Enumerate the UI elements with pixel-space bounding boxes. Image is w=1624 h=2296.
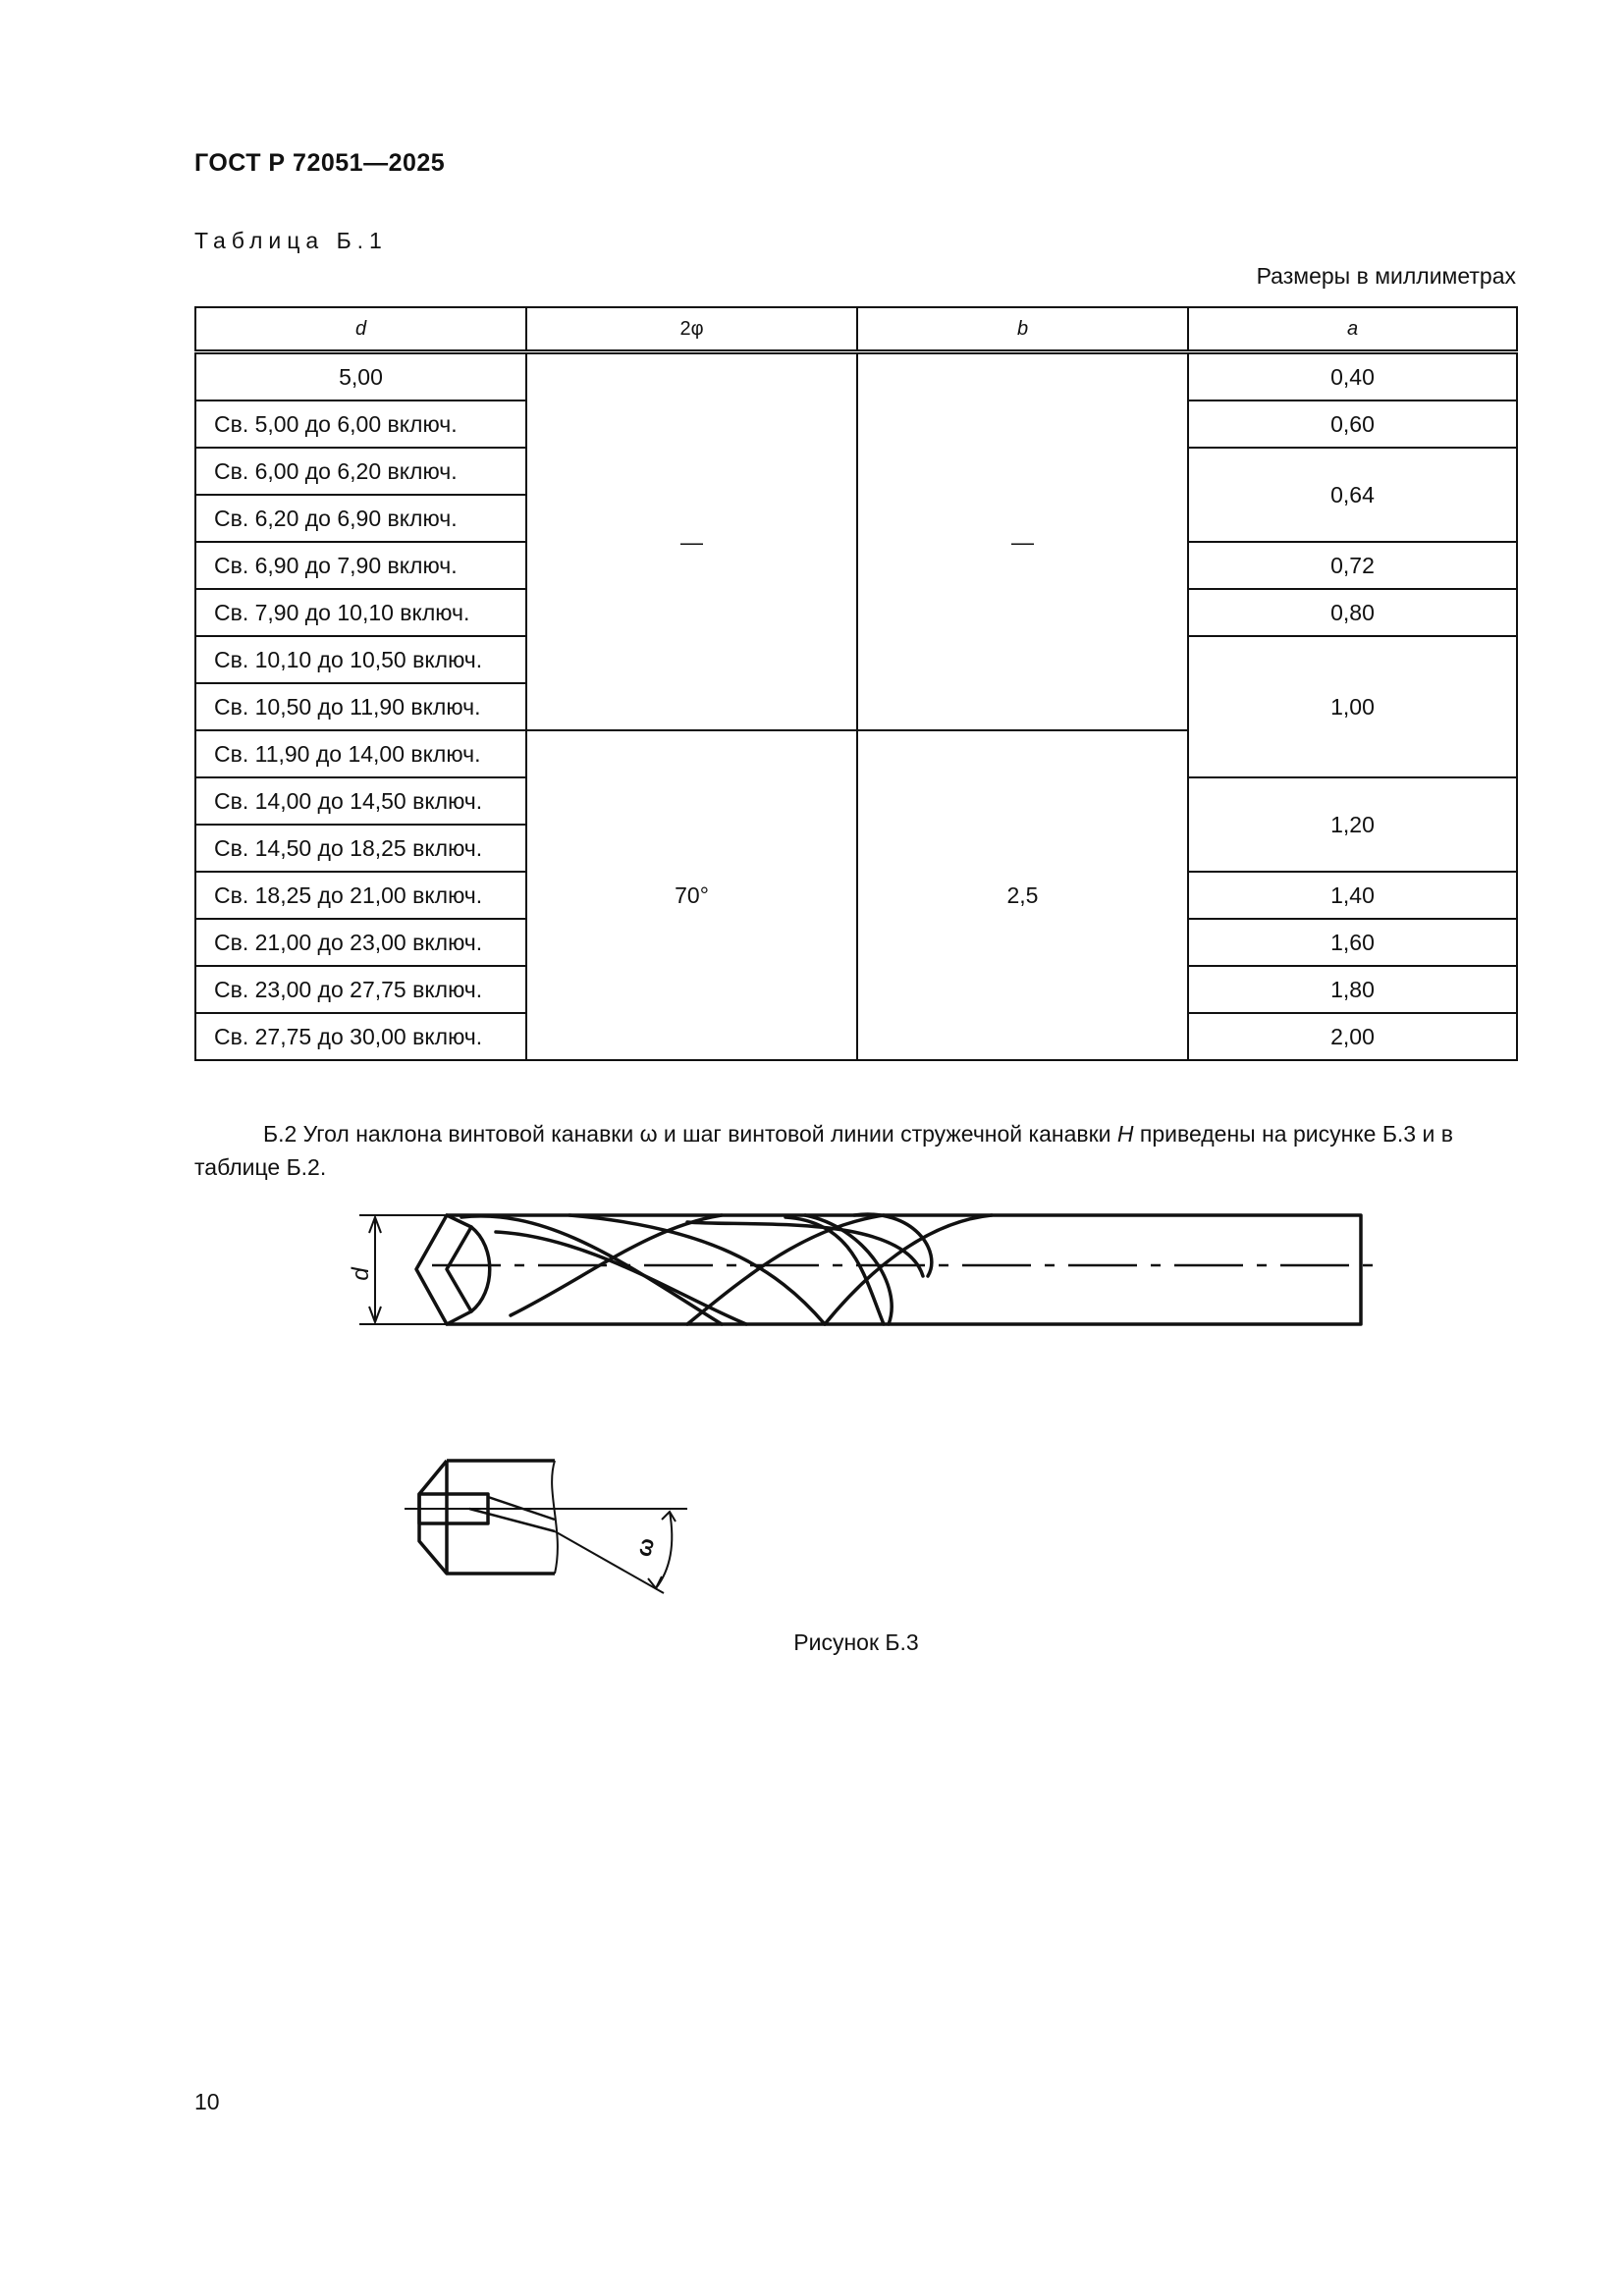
figure-caption: Рисунок Б.3 bbox=[793, 1629, 919, 1655]
document-header: ГОСТ Р 72051—2025 bbox=[194, 149, 446, 177]
drill-flute bbox=[854, 1214, 932, 1276]
a-cell: 0,72 bbox=[1188, 542, 1517, 589]
a-cell: 0,60 bbox=[1188, 400, 1517, 448]
drill-flute bbox=[805, 1215, 892, 1324]
drill-flute bbox=[687, 1215, 884, 1324]
d-cell: Св. 23,00 до 27,75 включ. bbox=[195, 966, 526, 1013]
d-cell: Св. 21,00 до 23,00 включ. bbox=[195, 919, 526, 966]
dimension-d bbox=[359, 1215, 452, 1324]
paragraph-text-end: приведены на рисунке Б.3 и в таблице Б.2. bbox=[194, 1121, 1453, 1180]
b-cell: — bbox=[857, 352, 1188, 731]
drill-flute bbox=[825, 1215, 992, 1324]
a-cell: 2,00 bbox=[1188, 1013, 1517, 1060]
table-row bbox=[195, 352, 1517, 401]
paragraph-variable-h: H bbox=[1116, 1121, 1134, 1147]
a-cell: 0,80 bbox=[1188, 589, 1517, 636]
drill-flute bbox=[687, 1222, 923, 1276]
b-cell: 2,5 bbox=[857, 730, 1188, 1060]
omega-label: ω bbox=[630, 1534, 660, 1560]
table-caption: Таблица Б.1 bbox=[194, 228, 388, 253]
d-cell: Св. 11,90 до 14,00 включ. bbox=[195, 730, 526, 777]
drill-flute bbox=[785, 1217, 884, 1324]
d-cell: Св. 14,50 до 18,25 включ. bbox=[195, 825, 526, 872]
dimensions-table bbox=[194, 306, 1518, 1061]
d-cell: Св. 7,90 до 10,10 включ. bbox=[195, 589, 526, 636]
column-header-a: a bbox=[1188, 307, 1517, 352]
page-number: 10 bbox=[194, 2089, 220, 2114]
column-header-d: d bbox=[195, 307, 526, 352]
a-cell: 1,00 bbox=[1188, 636, 1517, 777]
phi-cell: 70° bbox=[526, 730, 857, 1060]
d-cell: Св. 18,25 до 21,00 включ. bbox=[195, 872, 526, 919]
column-header-2phi: 2φ bbox=[526, 307, 857, 352]
d-cell: Св. 10,10 до 10,50 включ. bbox=[195, 636, 526, 683]
d-cell: Св. 14,00 до 14,50 включ. bbox=[195, 777, 526, 825]
a-cell: 1,40 bbox=[1188, 872, 1517, 919]
dimension-d-label: d bbox=[348, 1267, 374, 1281]
drill-outline bbox=[416, 1215, 1361, 1324]
drill-point-curve bbox=[471, 1227, 490, 1311]
drill-flute bbox=[461, 1216, 722, 1324]
d-cell: Св. 10,50 до 11,90 включ. bbox=[195, 683, 526, 730]
a-cell: 0,40 bbox=[1188, 352, 1517, 401]
drill-flute bbox=[496, 1232, 746, 1324]
d-cell: Св. 5,00 до 6,00 включ. bbox=[195, 400, 526, 448]
paragraph-b2 bbox=[194, 1117, 1516, 1184]
d-cell: Св. 27,75 до 30,00 включ. bbox=[195, 1013, 526, 1060]
d-cell: Св. 6,90 до 7,90 включ. bbox=[195, 542, 526, 589]
table-header-row bbox=[195, 307, 1517, 352]
column-header-b: b bbox=[857, 307, 1188, 352]
paragraph-text-start: Б.2 Угол наклона винтовой канавки ω и шаг винтовой линии стружечной канавки bbox=[263, 1121, 1117, 1147]
omega-dimension bbox=[405, 1509, 687, 1593]
d-cell: Св. 6,00 до 6,20 включ. bbox=[195, 448, 526, 495]
drill-flute bbox=[569, 1215, 825, 1324]
detail-view bbox=[419, 1461, 558, 1574]
drill-flute bbox=[511, 1215, 722, 1315]
a-cell: 0,64 bbox=[1188, 448, 1517, 542]
d-cell: 5,00 bbox=[195, 352, 526, 401]
drill-point-facet bbox=[447, 1215, 471, 1324]
a-cell: 1,80 bbox=[1188, 966, 1517, 1013]
d-cell: Св. 6,20 до 6,90 включ. bbox=[195, 495, 526, 542]
phi-cell: — bbox=[526, 352, 857, 731]
units-note: Размеры в миллиметрах bbox=[1256, 263, 1516, 289]
a-cell: 1,20 bbox=[1188, 777, 1517, 872]
a-cell: 1,60 bbox=[1188, 919, 1517, 966]
